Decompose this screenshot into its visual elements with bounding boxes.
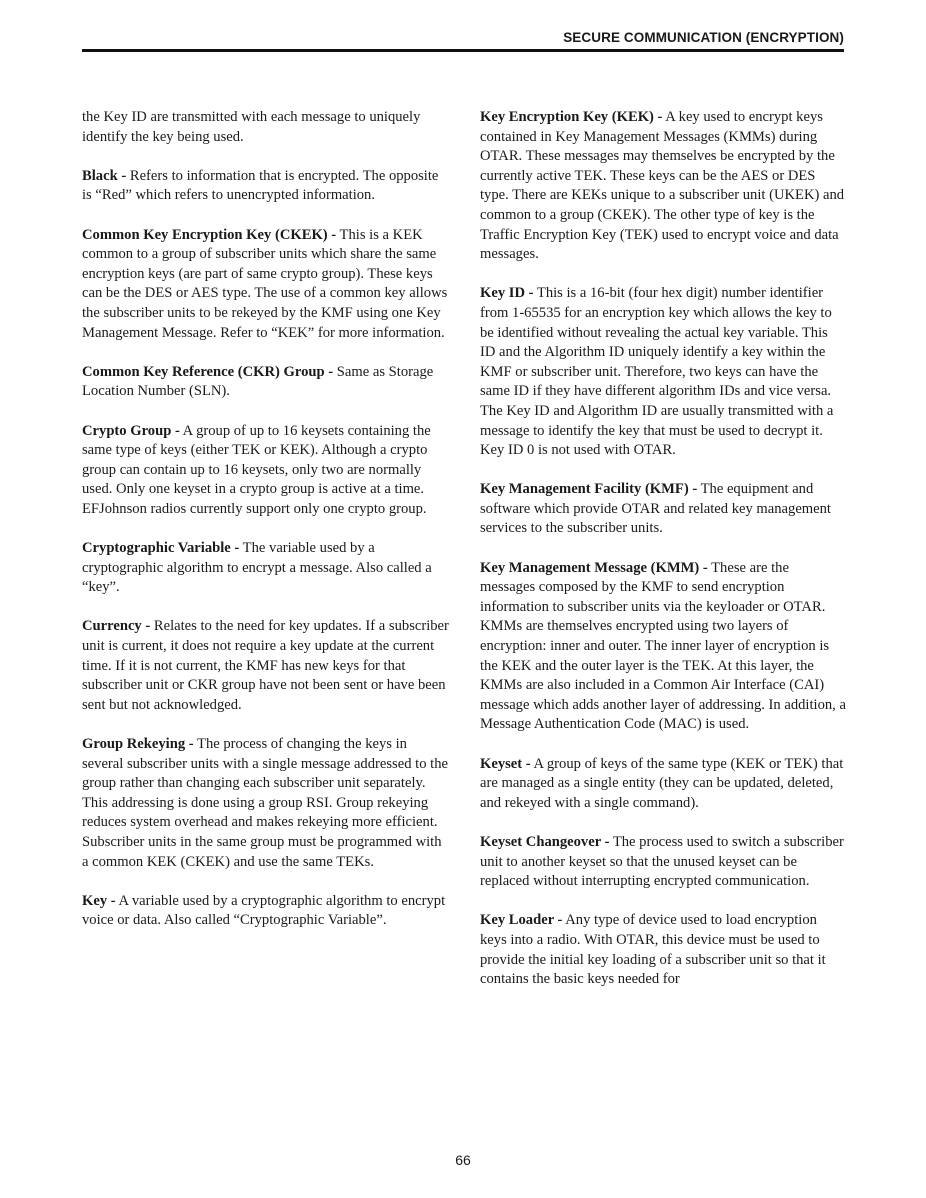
- glossary-term: Cryptographic Variable -: [82, 540, 240, 557]
- glossary-entry-black: [82, 167, 450, 206]
- glossary-definition: A group of keys of the same type (KEK or TEK) that are managed as a single entity (they can be updated, deleted, and rekeyed with a single command).: [480, 755, 844, 811]
- glossary-definition: The process used to switch a subscriber unit to another keyset so that the unused keyset can be replaced without interrupting encrypted communication.: [480, 833, 844, 890]
- glossary-definition: The variable used by a cryptographic algorithm to encrypt a message. Also called a “key”.: [82, 540, 432, 596]
- glossary-entry-kek: [480, 108, 846, 265]
- glossary-definition: A variable used by a cryptographic algorithm to encrypt voice or data. Also called “Cryptographic Variable”.: [82, 892, 446, 929]
- glossary-entry-keyset: [480, 755, 846, 814]
- glossary-entry-currency: [82, 617, 450, 715]
- page-number: 66: [455, 1152, 471, 1168]
- glossary-term: Group Rekeying -: [82, 736, 194, 752]
- intro-paragraph: the Key ID are transmitted with each message to uniquely identify the key being used.: [82, 109, 421, 145]
- glossary-term: Crypto Group -: [82, 422, 180, 439]
- glossary-definition: This is a KEK common to a group of subscriber units which share the same encryption keys (are part of same crypto group). These keys can be the DES or AES type. The use of a common key allows the subscriber units to be rekeyed by the KMF using one Key Management Message. Refer to “KEK” for more information.: [82, 226, 448, 341]
- glossary-entry-key-id: [480, 284, 846, 460]
- glossary-definition: Refers to information that is encrypted. The opposite is “Red” which refers to unencrypted information.: [82, 167, 439, 204]
- glossary-term: Keyset -: [480, 755, 531, 772]
- glossary-term: Keyset Changeover -: [480, 833, 610, 850]
- glossary-term: Common Key Encryption Key (CKEK) -: [82, 226, 337, 243]
- glossary-definition: Relates to the need for key updates. If a subscriber unit is current, it does not require a key update at the current time. If it is not current, the KMF has new keys for that subscriber unit or CKR group have not been sent or have been sent but not acknowledged.: [82, 618, 449, 713]
- glossary-definition: This is a 16-bit (four hex digit) number identifier from 1-65535 for an encryption key which allows the key to be identified without revealing the actual key variable. This ID and the Algorithm ID uniquely identify a key within the KMF or subscriber unit. Therefore, two keys can have the same ID if they have different algorithm IDs and vice versa. The Key ID and Algorithm ID are usually transmitted with a message to identify the key that must be used to decrypt it. Key ID 0 is not used with OTAR.: [480, 285, 834, 459]
- glossary-entry-ckek: [82, 226, 450, 344]
- header-rule: [82, 49, 844, 52]
- glossary-definition: A group of up to 16 keysets containing the same type of keys (either TEK or KEK). Although a crypto group can contain up to 16 keysets, only two are normally used. Only one keyset in a crypto group is active at a time. EFJohnson radios currently support only one crypto group.: [82, 422, 431, 517]
- glossary-term: Key Encryption Key (KEK) -: [480, 109, 663, 125]
- glossary-entry-group-rekeying: [82, 735, 450, 872]
- glossary-entry-ckr-group: [82, 363, 450, 402]
- glossary-term: Black -: [82, 167, 127, 184]
- page-header: [82, 28, 844, 50]
- glossary-term: Key Management Facility (KMF) -: [480, 481, 698, 498]
- glossary-definition: A key used to encrypt keys contained in Key Management Messages (KMMs) during OTAR. These messages may themselves be encrypted by the currently active TEK. These keys can be the AES or DES type. There are KEKs unique to a subscriber unit (UKEK) and common to a group (CKEK). The other type of key is the Traffic Encryption Key (TEK) used to encrypt voice and data messages.: [480, 109, 845, 263]
- glossary-term: Key ID -: [480, 285, 534, 302]
- glossary-definition: These are the messages composed by the KMF to send encryption information to subscriber units via the keyloader or OTAR. KMMs are themselves encrypted using two layers of encryption: inner and outer. The inner layer of encryption is the KEK and the outer layer is the TEK. At this layer, the KMMs are also included in a Common Air Interface (CAI) message which adds another layer of addressing. In addition, a Message Authentication Code (MAC) is used.: [480, 559, 846, 733]
- glossary-definition: Same as Storage Location Number (SLN).: [82, 363, 434, 400]
- glossary-term: Common Key Reference (CKR) Group -: [82, 363, 334, 380]
- glossary-entry-cryptographic-variable: [82, 539, 450, 598]
- glossary-entry-crypto-group: [82, 422, 450, 520]
- glossary-definition: The equipment and software which provide OTAR and related key management services to the subscriber units.: [480, 481, 831, 537]
- header-title: SECURE COMMUNICATION (ENCRYPTION): [563, 30, 844, 45]
- glossary-entry-kmm: [480, 559, 846, 735]
- left-column: [82, 108, 450, 951]
- glossary-entry-key-loader: [480, 911, 846, 989]
- glossary-definition: The process of changing the keys in several subscriber units with a single message addressed to the group rather than changing each subscriber unit separately. This addressing is done using a group RSI. Group rekeying reduces system overhead and makes rekeying more efficient. Subscriber units in the same group must be programmed with a common KEK (CKEK) and use the same TEKs.: [82, 736, 448, 870]
- glossary-term: Currency -: [82, 618, 151, 635]
- right-column: [480, 108, 846, 1009]
- glossary-entry-key: [82, 892, 450, 931]
- glossary-definition: Any type of device used to load encryption keys into a radio. With OTAR, this device must be used to provide the initial key loading of a subscriber unit so that it contains the basic keys needed for: [480, 912, 826, 988]
- glossary-term: Key Loader -: [480, 912, 563, 929]
- glossary-term: Key Management Message (KMM) -: [480, 559, 708, 576]
- glossary-entry-keyset-changeover: [480, 833, 846, 892]
- glossary-term: Key -: [82, 892, 116, 909]
- glossary-entry-kmf: [480, 480, 846, 539]
